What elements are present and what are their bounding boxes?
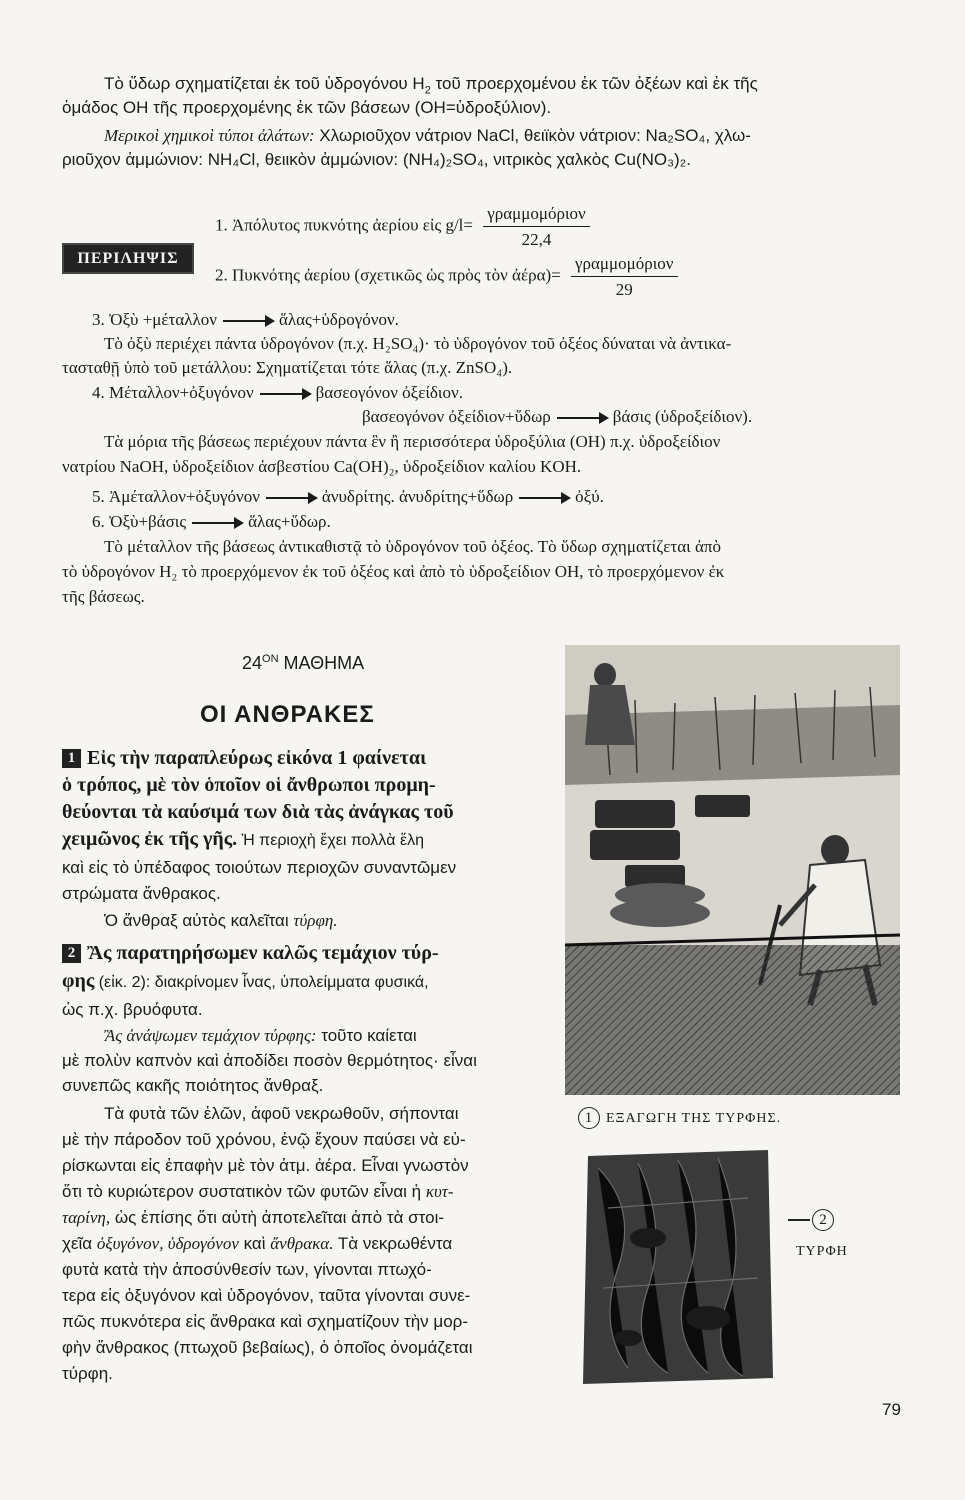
reaction-6-text-3: τῆς βάσεως. (62, 587, 145, 606)
reaction-6-text-1: Τὸ μέταλλον τῆς βάσεως ἀντικαθιστᾷ τὸ ὑδρογόνον τοῦ ὀξέος. Τὸ ὕδωρ σχηματίζεται ἀπὸ (104, 537, 721, 556)
section-1-line-5: καὶ εἰς τὸ ὑπέδαφος τοιούτων περιοχῶν συναντῶμεν (62, 858, 457, 877)
figure-1-caption (578, 1107, 908, 1130)
section-2-line-2 (62, 968, 562, 996)
section-2-number: 2 (62, 944, 81, 963)
section-2-line-4-rest: τοῦτο καίεται (316, 1026, 417, 1045)
intro-p2-line1: Χλωριοῦχον νάτριον NaCl, θειϊκὸν νάτριον: Na₂SO₄, χλω- (314, 126, 751, 145)
page-number: 79 (882, 1400, 901, 1419)
formula-2-fraction (571, 252, 678, 301)
reaction-4-right: βασεογόνον ὀξείδιον. (315, 383, 463, 402)
arrow-icon (223, 320, 273, 322)
para-3-line-4-text: ὅτι τὸ κυριώτερον συστατικὸν τῶν φυτῶν εἶναι ἡ (62, 1182, 426, 1201)
formula-1-numerator: γραμμομόριον (483, 202, 590, 227)
arrow-left-icon (788, 1219, 810, 1221)
intro-paragraph-2 (62, 124, 912, 147)
peat-extraction-illustration (565, 645, 900, 1095)
arrow-icon (557, 417, 607, 419)
reaction-4b-left: βασεογόνον ὀξείδιον+ὕδωρ (362, 407, 551, 426)
figure-2-marker (788, 1208, 888, 1231)
para-3-line-7: φυτὰ κατὰ τὴν ἀποσύνθεσίν των, γίνονται πτωχό- (62, 1260, 432, 1279)
intro-p1-text-b: τοῦ προερχομένου ἐκ τῶν ὀξέων καὶ ἐκ τῆς (430, 74, 758, 93)
intro-p1-text-a: Τὸ ὕδωρ σχηματίζεται ἐκ τοῦ ὑδρογόνου H (104, 74, 425, 93)
lesson-title: ΟΙ ΑΝΘΡΑΚΕΣ (200, 701, 375, 728)
section-1-line-2: ὁ τρόπος, μὲ τὸν ὁποῖον οἱ ἄνθρωποι προμη- (62, 774, 436, 796)
lesson-label: ΜΑΘΗΜΑ (278, 653, 365, 673)
para-3-line-2: μὲ τὴν πάροδον τοῦ χρόνου, ἐνῷ ἔχουν παύσει νὰ εὑ- (62, 1130, 466, 1149)
reaction-4b-right: βάσις (ὑδροξείδιον). (612, 407, 753, 426)
reaction-5-right: ὀξύ. (575, 487, 604, 506)
section-2-line-4 (62, 1024, 562, 1047)
para-3-line-6-italic-2: ἄνθρακα. (270, 1234, 334, 1253)
figure-2-peat-piece (578, 1148, 778, 1388)
section-2-line-3: ὡς π.χ. βρυόφυτα. (62, 1000, 203, 1019)
section-1-bold-1: Εἰς τὴν παραπλεύρως εἰκόνα 1 φαίνεται (87, 747, 427, 769)
summary-badge: ΠΕΡΙΛΗΨΙΣ (62, 243, 194, 274)
para-3-line-4 (62, 1180, 562, 1203)
figure-1-peat-extraction (565, 645, 900, 1095)
para-3-line-4-italic: κυτ- (425, 1182, 454, 1201)
formula-relative-density (215, 252, 915, 301)
para-3-line-6-italic-1: ὀξυγόνον, ὑδρογόνον (96, 1234, 239, 1253)
lesson-number (242, 652, 364, 675)
reaction-5-middle: ἀνυδρίτης. ἀνυδρίτης+ὕδωρ (321, 487, 514, 506)
section-1-line-6: στρώματα ἄνθρακος. (62, 884, 221, 903)
section-2-line-5: μὲ πολὺν καπνὸν καὶ ἀποδίδει ποσὸν θερμότητος· εἶναι (62, 1051, 477, 1070)
reaction-4b (362, 405, 922, 428)
para-3-line-1: Τὰ φυτὰ τῶν ἑλῶν, ἀφοῦ νεκρωθοῦν, σήπονται (104, 1104, 459, 1123)
section-2-bold-2: φης (62, 970, 95, 992)
para-3-line-6-b: καὶ (238, 1234, 271, 1253)
arrow-icon (192, 522, 242, 524)
section-2-bold-1: Ἂς παρατηρήσωμεν καλῶς τεμάχιον τύρ- (87, 942, 439, 964)
section-1-line-7-text: Ὁ ἄνθραξ αὐτὸς καλεῖται (104, 911, 294, 930)
reaction-4-left: 4. Μέταλλον+ὀξυγόνον (92, 383, 254, 402)
section-1-line-4 (62, 826, 562, 854)
figure-2-number: 2 (812, 1209, 834, 1231)
reaction-6-right: ἅλας+ὕδωρ. (248, 512, 331, 531)
reaction-5 (92, 485, 912, 508)
para-3-line-8: τερα εἰς ὀξυγόνον καὶ ὑδρογόνον, ταῦτα γίνονται συνε- (62, 1286, 471, 1305)
formula-1-denominator: 22,4 (521, 230, 552, 249)
intro-p2-italic: Μερικοὶ χημικοὶ τύποι ἀλάτων: (104, 126, 315, 145)
section-1-line-7-italic: τύρφη. (293, 911, 338, 930)
para-3-line-6-a: χεῖα (62, 1234, 97, 1253)
arrow-icon (266, 497, 316, 499)
reaction-6-text-2: τὸ ὑδρογόνον H₂ τὸ προερχόμενον ἐκ τοῦ ὀξέος καὶ ἀπὸ τὸ ὑδροξείδιον ΟΗ, τὸ προερχόμενον ἐκ (62, 562, 725, 581)
para-3-line-6-c: Τὰ νεκρωθέντα (333, 1234, 453, 1253)
reaction-5-left: 5. Ἀμέταλλον+ὀξυγόνον (92, 487, 260, 506)
formula-2-denominator: 29 (615, 280, 633, 299)
para-3-line-6 (62, 1232, 562, 1255)
formula-absolute-density (215, 202, 915, 251)
formula-2-label: 2. Πυκνότης ἀερίου (σχετικῶς ὡς πρὸς τὸν ἀέρα)= (215, 265, 561, 285)
intro-p1-sub: 2 (424, 84, 431, 97)
reaction-3-text-2: τασταθῇ ὑπὸ τοῦ μετάλλου: Σχηματίζεται τότε ἅλας (π.χ. ZnSO₄). (62, 358, 513, 377)
section-2-line-6: συνεπῶς κακῆς ποιότητος ἄνθραξ. (62, 1076, 324, 1095)
formula-1-fraction (483, 202, 590, 251)
reaction-4-text-2: νατρίου NaOH, ὑδροξείδιον ἀσβεστίου Ca(OH)₂, ὑδροξείδιον καλίου KOH. (62, 457, 582, 476)
figure-1-caption-text: ΕΞΑΓΩΓΗ ΤΗΣ ΤΥΡΦΗΣ. (606, 1111, 782, 1126)
reaction-6-left: 6. Ὀξὺ+βάσις (92, 512, 187, 531)
lesson-number-value: 24 (242, 653, 263, 673)
para-3-line-5 (62, 1206, 562, 1229)
intro-paragraph-1-line2: ὁμάδος ΟΗ τῆς προερχομένης ἐκ τῶν βάσεων (ΟΗ=ὑδροξύλιον). (62, 98, 552, 117)
intro-paragraph-1 (62, 72, 912, 95)
para-3-line-10: φὴν ἄνθρακος (πτωχοῦ βεβαίως), ὁ ὁποῖος ὀνομάζεται (62, 1338, 473, 1357)
intro-paragraph-2-line2: ριοῦχον ἀμμώνιον: NH₄Cl, θειικὸν ἀμμώνιον: (NH₄)₂SO₄, νιτρικὸς χαλκὸς Cu(NO₃)₂. (62, 150, 691, 169)
reaction-4-text-1: Τὰ μόρια τῆς βάσεως περιέχουν πάντα ἓν ἢ περισσότερα ὑδροξύλια (ΟΗ) π.χ. ὑδροξείδιον (104, 432, 721, 451)
para-3-line-5-rest: ὡς ἐπίσης ὅτι αὐτὴ ἀποτελεῖται ἀπὸ τὰ στοι- (110, 1208, 445, 1227)
reaction-3 (92, 308, 912, 331)
para-3-line-5-italic: ταρίνη, (62, 1208, 111, 1227)
para-3-line-9: πῶς πυκνότερα εἰς ἄνθρακα καὶ σχηματίζουν τὴν μορ- (62, 1312, 468, 1331)
peat-piece-illustration (578, 1148, 778, 1388)
reaction-6 (92, 510, 912, 533)
section-1-bold-4: χειμῶνος ἐκ τῆς γῆς. (62, 828, 238, 850)
section-1-line-7 (62, 909, 562, 932)
figure-2-caption: ΤΥΡΦΗ (796, 1244, 848, 1259)
reaction-3-right: ἅλας+ὑδρογόνον. (278, 310, 399, 329)
lesson-number-sup: ΟΝ (262, 653, 279, 665)
section-2-rest-2: (εἰκ. 2): διακρίνομεν ἶνας, ὑπολείμματα φυσικά, (94, 974, 429, 991)
reaction-3-text-1: Τὸ ὀξὺ περιέχει πάντα ὑδρογόνον (π.χ. H₂SO₄)· τὸ ὑδρογόνον τοῦ ὀξέος δύναται νὰ ἀντικα- (104, 334, 732, 353)
section-2-line-4-italic: Ἂς ἀνάψωμεν τεμάχιον τύρφης: (104, 1026, 317, 1045)
reaction-3-left: 3. Ὀξὺ +μέταλλον (92, 310, 217, 329)
para-3-line-11: τύρφη. (62, 1364, 113, 1383)
section-1-number: 1 (62, 749, 81, 768)
para-3-line-3: ρίσκωνται εἰς ἐπαφὴν μὲ τὸν ἀτμ. ἀέρα. Εἶναι γνωστὸν (62, 1156, 469, 1175)
formula-1-label: 1. Ἀπόλυτος πυκνότης ἀερίου εἰς g/l= (215, 215, 473, 235)
section-1-line-1 (62, 745, 552, 772)
section-1-rest-4: Ἡ περιοχὴ ἔχει πολλὰ ἕλη (237, 832, 424, 849)
section-2-line-1 (62, 940, 552, 967)
figure-1-number: 1 (578, 1107, 600, 1129)
arrow-icon (519, 497, 569, 499)
formula-2-numerator: γραμμομόριον (571, 252, 678, 277)
arrow-icon (260, 393, 310, 395)
reaction-4 (92, 381, 912, 404)
section-1-line-3: θεύονται τὰ καύσιμά των διὰ τὰς ἀνάγκας τοῦ (62, 801, 454, 823)
